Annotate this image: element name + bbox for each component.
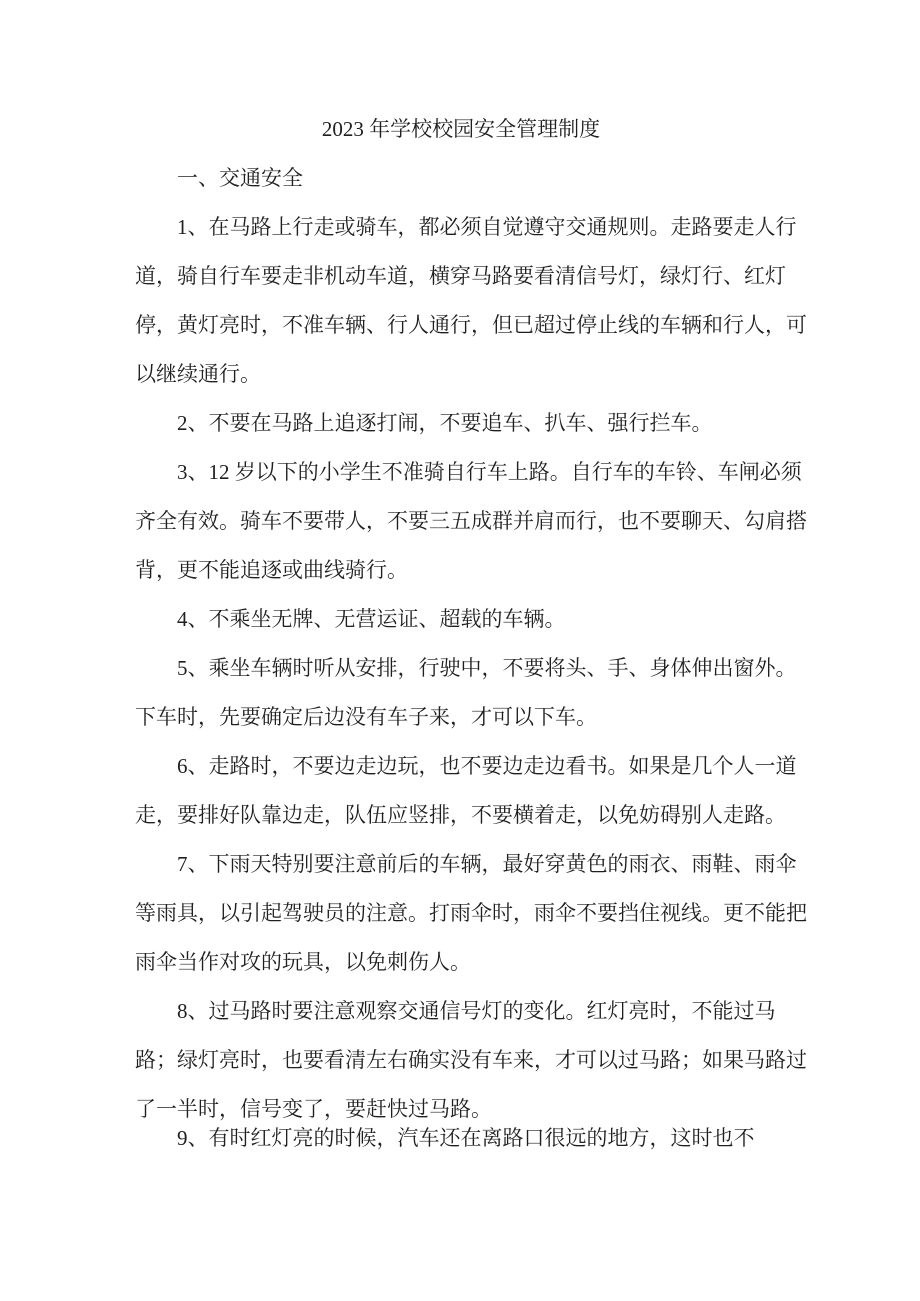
document-title: 2023 年学校校园安全管理制度 [321, 117, 601, 141]
paragraph [135, 1114, 790, 1163]
paragraph-line: 道，骑自行车要走非机动车道，横穿马路要看清信号灯，绿灯行、红灯 [135, 264, 786, 288]
paragraph-line: 以继续通行。 [135, 362, 261, 386]
paragraph-line: 5、乘坐车辆时听从安排，行驶中，不要将头、手、身体伸出窗外。 [177, 656, 797, 680]
paragraph [135, 987, 807, 1134]
paragraph-line: 停，黄灯亮时，不准车辆、行人通行，但已超过停止线的车辆和行人，可 [135, 313, 807, 337]
document-body [135, 203, 807, 1163]
paragraph [135, 840, 807, 987]
section-heading: 一、交通安全 [177, 166, 303, 190]
paragraph [135, 595, 790, 644]
paragraph [135, 203, 807, 399]
paragraph-line: 等雨具，以引起驾驶员的注意。打雨伞时，雨伞不要挡住视线。更不能把 [135, 901, 807, 925]
paragraph-line: 8、过马路时要注意观察交通信号灯的变化。红灯亮时，不能过马 [177, 999, 776, 1023]
paragraph-line: 3、12 岁以下的小学生不准骑自行车上路。自行车的车铃、车闸必须 [177, 460, 802, 484]
paragraph-line: 背，更不能追逐或曲线骑行。 [135, 558, 408, 582]
paragraph-line: 4、不乘坐无牌、无营运证、超载的车辆。 [177, 607, 566, 631]
paragraph [135, 644, 797, 742]
paragraph-line: 齐全有效。骑车不要带人，不要三五成群并肩而行，也不要聊天、勾肩搭 [135, 509, 807, 533]
paragraph [135, 742, 797, 840]
paragraph-line: 下车时，先要确定后边没有车子来，才可以下车。 [135, 705, 597, 729]
paragraph-line: 路；绿灯亮时，也要看清左右确实没有车来，才可以过马路；如果马路过 [135, 1048, 807, 1072]
paragraph [135, 448, 807, 595]
paragraph-line: 雨伞当作对攻的玩具，以免刺伤人。 [135, 950, 471, 974]
paragraph-line: 9、有时红灯亮的时候，汽车还在离路口很远的地方，这时也不 [177, 1126, 755, 1150]
paragraph-line: 走，要排好队靠边走，队伍应竖排，不要横着走，以免妨碍别人走路。 [135, 803, 786, 827]
paragraph-line: 6、走路时，不要边走边玩，也不要边走边看书。如果是几个人一道 [177, 754, 797, 778]
paragraph-line: 了一半时，信号变了，要赶快过马路。 [135, 1097, 492, 1121]
paragraph-line: 1、在马路上行走或骑车，都必须自觉遵守交通规则。走路要走人行 [177, 215, 797, 239]
paragraph-line: 7、下雨天特别要注意前后的车辆，最好穿黄色的雨衣、雨鞋、雨伞 [177, 852, 797, 876]
paragraph [135, 399, 790, 448]
paragraph-line: 2、不要在马路上追逐打闹，不要追车、扒车、强行拦车。 [177, 411, 713, 435]
